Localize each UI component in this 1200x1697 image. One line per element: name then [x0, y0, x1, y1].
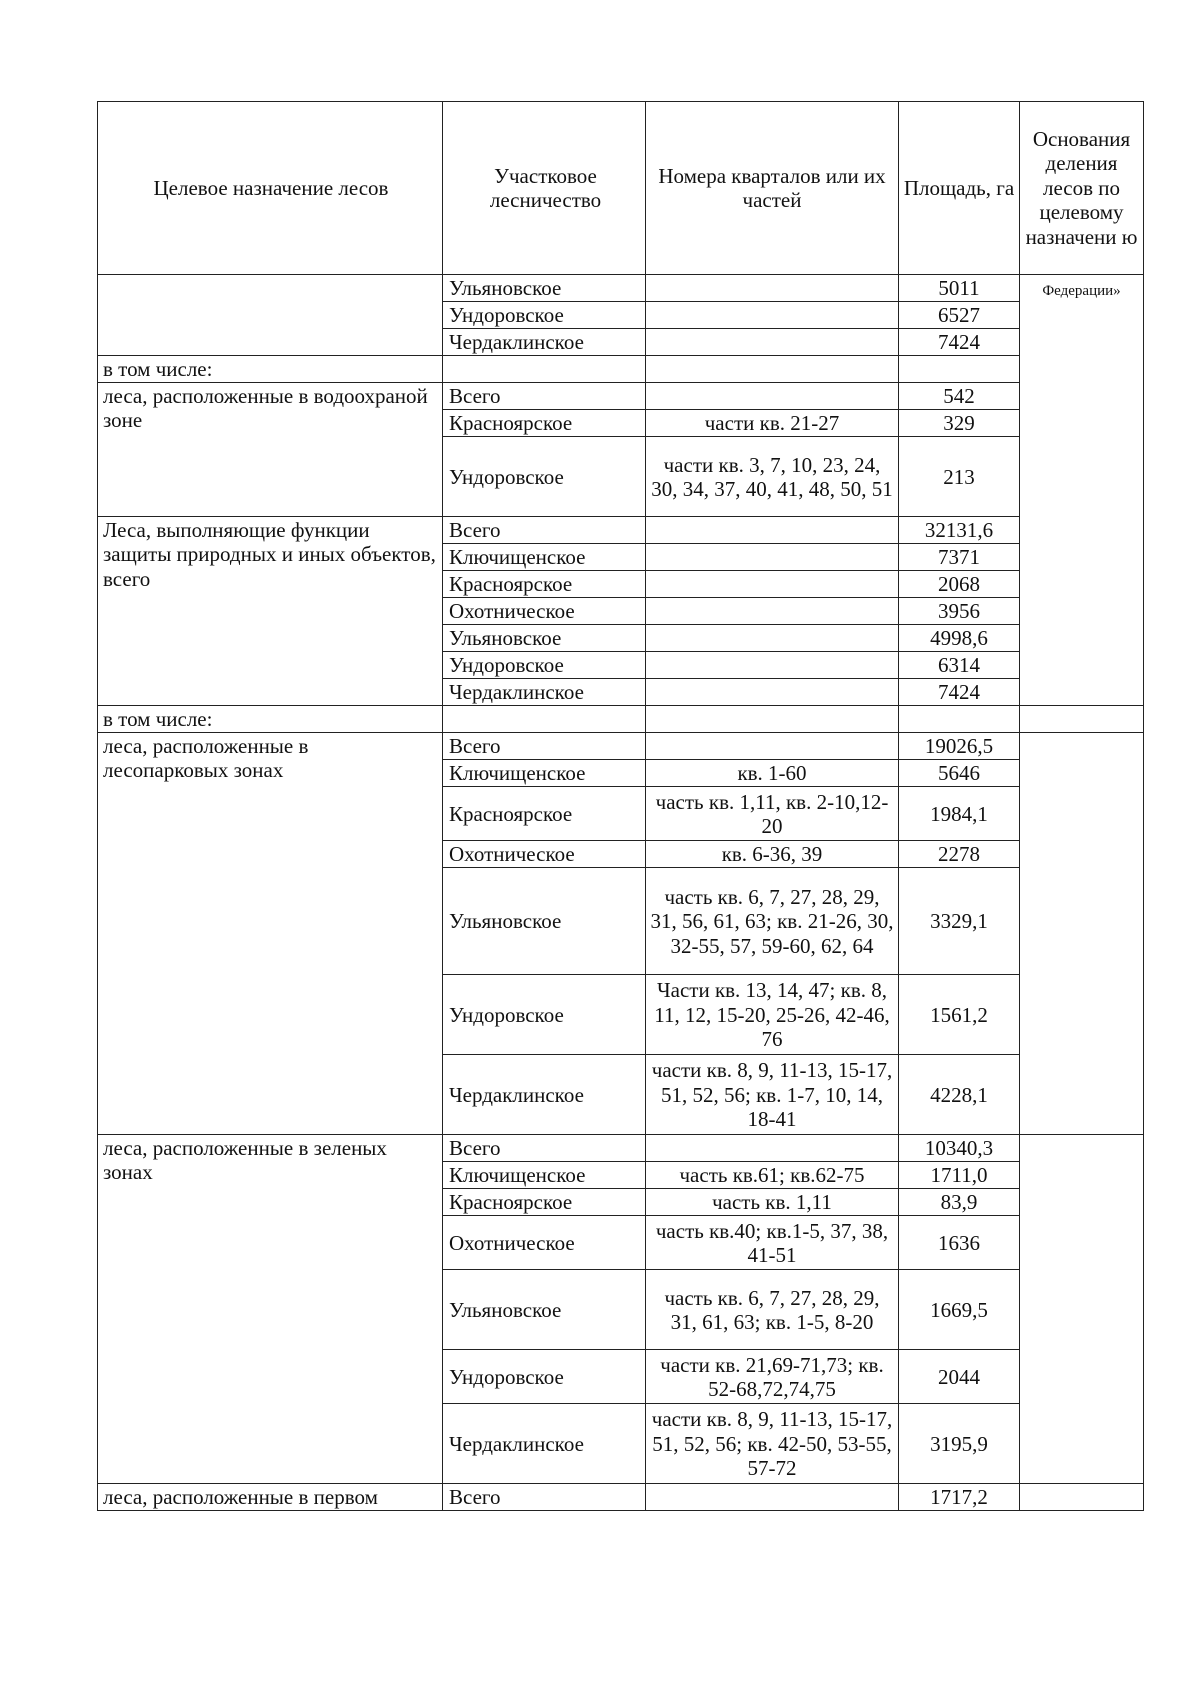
cell-quarters	[646, 1135, 899, 1162]
cell-forestry: Чердаклинское	[443, 679, 646, 706]
cell-basis-empty	[1020, 1135, 1144, 1484]
cell-forestry: Красноярское	[443, 1189, 646, 1216]
cell-area: 7424	[899, 679, 1020, 706]
cell-quarters	[646, 383, 899, 410]
cell-quarters	[646, 679, 899, 706]
cell-purpose: в том числе:	[98, 356, 443, 383]
cell-area: 1717,2	[899, 1484, 1020, 1511]
cell-purpose	[98, 275, 443, 356]
header-basis: Основания деления лесов по целевому назначени ю	[1020, 102, 1144, 275]
cell-quarters: часть кв. 1,11	[646, 1189, 899, 1216]
cell-forestry: Ульяновское	[443, 868, 646, 975]
cell-area: 7371	[899, 544, 1020, 571]
cell-quarters: часть кв. 1,11, кв. 2-10,12-20	[646, 787, 899, 841]
header-forestry: Участковое лесничество	[443, 102, 646, 275]
cell-quarters	[646, 598, 899, 625]
cell-forestry: Ундоровское	[443, 975, 646, 1055]
cell-forestry: Всего	[443, 733, 646, 760]
cell-forestry: Красноярское	[443, 410, 646, 437]
cell-basis	[1020, 275, 1144, 517]
cell-purpose: леса, расположенные в водоохраной зоне	[98, 383, 443, 517]
cell-area: 4998,6	[899, 625, 1020, 652]
cell-forestry: Ундоровское	[443, 1350, 646, 1404]
cell-basis-empty	[1020, 733, 1144, 1135]
cell-quarters	[646, 329, 899, 356]
cell-basis-empty	[1020, 706, 1144, 733]
cell-forestry: Ундоровское	[443, 437, 646, 517]
cell-purpose: леса, расположенные в лесопарковых зонах	[98, 733, 443, 1135]
cell-forestry: Ундоровское	[443, 652, 646, 679]
cell-purpose: леса, расположенные в первом	[98, 1484, 443, 1511]
table-row	[98, 275, 1144, 302]
cell-area: 5646	[899, 760, 1020, 787]
table-row	[98, 356, 1144, 383]
cell-forestry: Всего	[443, 1484, 646, 1511]
cell-forestry: Ульяновское	[443, 1270, 646, 1350]
cell-area: 1636	[899, 1216, 1020, 1270]
table-row	[98, 1135, 1144, 1162]
header-purpose: Целевое назначение лесов	[98, 102, 443, 275]
cell-area: 2278	[899, 841, 1020, 868]
cell-forestry: Ульяновское	[443, 625, 646, 652]
cell-area: 10340,3	[899, 1135, 1020, 1162]
table-row	[98, 1484, 1144, 1511]
cell-quarters	[646, 652, 899, 679]
cell-forestry: Ключищенское	[443, 544, 646, 571]
cell-forestry: Чердаклинское	[443, 1404, 646, 1484]
cell-area: 5011	[899, 275, 1020, 302]
cell-quarters: части кв. 21-27	[646, 410, 899, 437]
cell-forestry: Ульяновское	[443, 275, 646, 302]
cell-forestry	[443, 356, 646, 383]
cell-area: 4228,1	[899, 1055, 1020, 1135]
cell-forestry: Охотническое	[443, 841, 646, 868]
cell-area: 83,9	[899, 1189, 1020, 1216]
cell-forestry: Всего	[443, 383, 646, 410]
cell-forestry	[443, 706, 646, 733]
cell-quarters	[646, 517, 899, 544]
cell-forestry: Охотническое	[443, 598, 646, 625]
cell-quarters: Части кв. 13, 14, 47; кв. 8, 11, 12, 15-20, 25-26, 42-46, 76	[646, 975, 899, 1055]
cell-quarters: части кв. 8, 9, 11-13, 15-17, 51, 52, 56; кв. 42-50, 53-55, 57-72	[646, 1404, 899, 1484]
cell-area: 7424	[899, 329, 1020, 356]
table-row	[98, 383, 1144, 410]
forest-purpose-table	[97, 101, 1144, 1511]
cell-area: 32131,6	[899, 517, 1020, 544]
cell-purpose: леса, расположенные в зеленых зонах	[98, 1135, 443, 1484]
header-area: Площадь, га	[899, 102, 1020, 275]
cell-area	[899, 356, 1020, 383]
cell-quarters	[646, 275, 899, 302]
basis-note: Федерации»	[1042, 283, 1121, 299]
cell-quarters	[646, 356, 899, 383]
cell-quarters: части кв. 8, 9, 11-13, 15-17, 51, 52, 56; кв. 1-7, 10, 14, 18-41	[646, 1055, 899, 1135]
table-row	[98, 706, 1144, 733]
cell-area: 1561,2	[899, 975, 1020, 1055]
cell-quarters	[646, 625, 899, 652]
cell-quarters: части кв. 21,69-71,73; кв. 52-68,72,74,75	[646, 1350, 899, 1404]
cell-area: 1669,5	[899, 1270, 1020, 1350]
cell-basis-empty	[1020, 1484, 1144, 1511]
cell-quarters: часть кв. 6, 7, 27, 28, 29, 31, 56, 61, 63; кв. 21-26, 30, 32-55, 57, 59-60, 62, 64	[646, 868, 899, 975]
cell-area: 3956	[899, 598, 1020, 625]
cell-quarters	[646, 706, 899, 733]
cell-quarters: часть кв. 6, 7, 27, 28, 29, 31, 61, 63; кв. 1-5, 8-20	[646, 1270, 899, 1350]
cell-forestry: Охотническое	[443, 1216, 646, 1270]
cell-area: 19026,5	[899, 733, 1020, 760]
table-header-row	[98, 102, 1144, 275]
cell-area: 6527	[899, 302, 1020, 329]
cell-forestry: Ключищенское	[443, 1162, 646, 1189]
cell-forestry: Всего	[443, 517, 646, 544]
cell-quarters	[646, 302, 899, 329]
cell-forestry: Красноярское	[443, 787, 646, 841]
cell-quarters	[646, 571, 899, 598]
cell-purpose: Леса, выполняющие функции защиты природных и иных объектов, всего	[98, 517, 443, 706]
cell-quarters: кв. 6-36, 39	[646, 841, 899, 868]
cell-quarters: часть кв.40; кв.1-5, 37, 38, 41-51	[646, 1216, 899, 1270]
cell-area: 2044	[899, 1350, 1020, 1404]
cell-quarters	[646, 733, 899, 760]
cell-area: 3329,1	[899, 868, 1020, 975]
cell-forestry: Ключищенское	[443, 760, 646, 787]
cell-quarters: кв. 1-60	[646, 760, 899, 787]
cell-forestry: Чердаклинское	[443, 329, 646, 356]
cell-area: 2068	[899, 571, 1020, 598]
cell-area	[899, 706, 1020, 733]
cell-forestry: Ундоровское	[443, 302, 646, 329]
cell-quarters: часть кв.61; кв.62-75	[646, 1162, 899, 1189]
header-quarters: Номера кварталов или их частей	[646, 102, 899, 275]
cell-area: 213	[899, 437, 1020, 517]
cell-forestry: Чердаклинское	[443, 1055, 646, 1135]
cell-quarters	[646, 544, 899, 571]
cell-basis-empty	[1020, 517, 1144, 706]
table-row	[98, 517, 1144, 544]
cell-quarters: части кв. 3, 7, 10, 23, 24, 30, 34, 37, 40, 41, 48, 50, 51	[646, 437, 899, 517]
cell-quarters	[646, 1484, 899, 1511]
cell-area: 1711,0	[899, 1162, 1020, 1189]
cell-area: 329	[899, 410, 1020, 437]
cell-area: 6314	[899, 652, 1020, 679]
cell-area: 542	[899, 383, 1020, 410]
cell-purpose: в том числе:	[98, 706, 443, 733]
cell-area: 1984,1	[899, 787, 1020, 841]
cell-area: 3195,9	[899, 1404, 1020, 1484]
cell-forestry: Красноярское	[443, 571, 646, 598]
table-row	[98, 733, 1144, 760]
cell-forestry: Всего	[443, 1135, 646, 1162]
